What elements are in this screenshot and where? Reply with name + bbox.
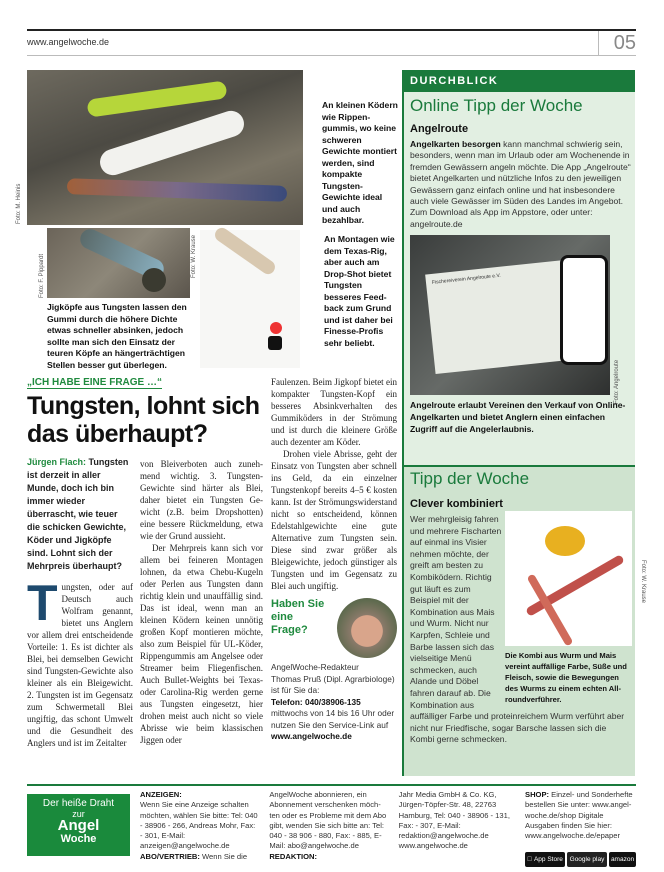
photo-caption-3: An Montagen wie dem Texas-Rig, aber auch am Drop-Shot bietet Tungsten besseres Feedback zum Grund und ist daher bei Finesse-Profis sehr beliebt. xyxy=(324,234,395,348)
editor-name: Thomas Pruß (Dipl. Agrarbiologe) ist für Sie da: xyxy=(271,673,395,695)
editor-role: AngelWoche-Redakteur xyxy=(271,662,359,672)
apple-icon xyxy=(527,856,532,863)
article-paragraph: ungsten, oder auf Deutsch auch Wolfram genannt, bietet uns Anglern vor allem drei entscheidende Vorteile: 1. Es ist dichter als Blei, bei demselben Gewicht sind Tungsten-Gewichte also kleiner als ein Bleigewicht. 2. Tungsten ist im Gegensatz zum Schwermetall Blei ungiftig, das schont Umwelt und die Gesundheit des Anglers und ist im Zeitalter xyxy=(27,582,133,748)
ticket-title: Fischereiverein Angelroute e.V. xyxy=(431,272,502,287)
footer-divider xyxy=(27,784,636,786)
article-paragraph: von Bleiverboten auch zunehmend wichtig. 3. Tungsten-Gewichte sind härter als Blei, daher bietet ein Tungsten Gewicht (z.B. beim Dropshotten) eine bessere Rückmeldung, etwa wie der Grund aussieht. xyxy=(140,459,263,541)
tipp-text-continued: auffälliger Farbe und proteinreichem Wurm verführt aber nicht nur Friedfische, sogar Barsche lassen sich die Kombi gerne schmecken. xyxy=(410,711,625,745)
intro-author: Jürgen Flach: xyxy=(27,457,87,467)
article-column-2 xyxy=(140,458,263,746)
worm-corn-photo xyxy=(505,511,632,646)
contact-hours: mittwochs von 14 bis 16 Uhr oder nutzen Sie den Service-Link auf xyxy=(271,708,395,730)
tipp-content xyxy=(410,469,632,746)
angelroute-photo xyxy=(410,235,610,395)
article-column-1 xyxy=(27,575,133,749)
tipp-subtitle: Clever kombiniert xyxy=(410,498,503,510)
online-tipp-title: Online Tipp der Woche xyxy=(410,96,583,115)
online-tipp xyxy=(410,96,632,435)
tipp-text: Wer mehrgleisig fahren und mehrere Fischarten auf einmal ins Visier nehmen möchte, der greift am besten zu Kombiködern. Richtig gut läuft es zum Beispiel mit der Kombination aus Mais und Wurm. Nicht nur Karpfen, Schleie und Barbe lassen sich das vielseitige Menü schmecken, auch Alande und Döbel fahren darauf ab. Die Kombination aus xyxy=(410,514,502,710)
article-paragraph: Drohen viele Abrisse, geht der Einsatz von Tungsten aber schnell ins Geld, da ein einzelner Tungstenkopf bereits 4–5 € kosten kann. Ist der Strömungswiderstand nicht so entscheidend, können Edelstahlgewichte eine gute Alternative zum Tungsten sein. Diese sind zwar größer als Bleigewichte, jedoch günstiger als Tungsten und im Gegensatz zu Blei auch ungiftig. xyxy=(271,449,397,591)
tipp-caption: Die Kombi aus Wurm und Mais vereint auffällige Farbe, Süße und Fleisch, sowie die Bewegungen des Wurms zu einem echten Allroundverführer. xyxy=(505,651,627,704)
logo-text: Der heiße Draht xyxy=(42,798,115,809)
tipp-figure xyxy=(505,511,632,705)
photo-credit-2: Foto: F. Pippardt xyxy=(39,253,45,298)
logo-brand: Angel xyxy=(57,817,100,834)
question-box-contact xyxy=(271,658,397,743)
phone-screen xyxy=(560,255,608,365)
page-number: 05 xyxy=(598,31,636,55)
texas-rig-photo xyxy=(200,230,300,368)
online-tipp-body: kann manchmal schwierig sein, besonders, wenn man im Urlaub oder am Wochenende in fremden Gewässern angeln möchte. Die App „Angelroute“ bietet Angelkarten und nützliche Infos zu den jeweiligen Gewässern ganz einfach online und hat insbesondere auch viele Gewässer im Süden des Landes im Angebot. Zum Download als App im Appstore, oder unter: angelroute.de xyxy=(410,139,631,229)
article-intro xyxy=(27,456,133,573)
article-paragraph: Faulenzen. Beim Jigkopf bietet ein kompakter Tungsten-Kopf ein besseres Absinkverhalten des Gummiköders in der Strömung und ist durch die kleinere Größe auch dezenter am Köder. xyxy=(271,377,397,447)
footer-shop xyxy=(525,790,636,841)
footer-imprint xyxy=(140,790,518,870)
amazon-badge[interactable] xyxy=(609,852,636,867)
tipp-title: Tipp der Woche xyxy=(410,469,530,488)
app-store-badge[interactable] xyxy=(525,852,565,867)
editor-phone: Telefon: 040/38906-135 xyxy=(271,696,361,707)
article-left-column xyxy=(27,456,133,749)
photo-credit-3: Foto: W. Krause xyxy=(191,234,197,278)
online-tipp-text xyxy=(410,139,632,230)
intro-question: Tungsten ist derzeit in aller Munde, doch ich bin immer wieder überrascht, wie teuer die schicken Gewichte, Köder und Jigköpfe sind. Lohnt sich der Mehrpreis überhaupt? xyxy=(27,457,129,571)
article-headline: Tungsten, lohnt sich das überhaupt? xyxy=(27,392,260,448)
photo-caption-2: Jigköpfe aus Tungsten lassen den Gummi durch die höhere Dichte etwas schneller absinken, jedoch sollte man sich den Einsatz der teuren Köpfe an hängerträchtigen Stellen besser gut überlegen. xyxy=(47,302,187,370)
online-tipp-lead: Angelkarten besorgen xyxy=(410,139,501,149)
anzeigen-label: ANZEIGEN: xyxy=(140,790,182,799)
question-box-title: Haben Sie eine Frage? xyxy=(271,598,325,636)
photo-caption-1: An kleinen Ködern wie Rippengummis, wo keine schweren Gewichte montiert werden, sind kompakte Tungsten-Gewichte ideal und auch bezahlbar. xyxy=(322,100,398,225)
article-column-3 xyxy=(271,376,397,743)
redaktion-text: Jahr Media GmbH & Co. KG, Jürgen-Töpfer-Str. 48, 22763 Hamburg, Tel: 040 - 38906 - 131, Fax: - 307, E-Mail: redaktion@angelwoche.de www.angelwoche.de xyxy=(398,790,510,851)
angelwoche-logo xyxy=(27,794,130,856)
photo-credit-tipp: Foto: W. Krause xyxy=(640,560,646,604)
logo-brand: Woche xyxy=(60,833,97,845)
article-paragraph: Der Mehrpreis kann sich vor allem bei feineren Montagen lohnen, da etwa Chebu-Kugeln oder Perlen aus Tungsten dann richtig klein und unauffällig sind. Das ist ideal, wenn man an kleinen Ködern keinen unnötig großen Kopf montieren möchte, also zum Beispiel für UL-Köder, Rippengummis am Angelsee oder Streamer beim Fliegenfischen. Auch Bullet-Weights bei Texas- oder Carolina-Rig werden gerne aus Tungsten eingesetzt, hier drohen meist auch nicht so viele Abrisse wie beim klassischen Jiggen oder xyxy=(140,543,263,745)
anzeigen-text: Wenn Sie eine Anzeige schalten möchten, wählen Sie bitte: Tel: 040 - 38906 - 266, Andreas Mohr, Fax: - 301, E-Mail: anzeigen@angelwoche.de xyxy=(140,800,258,851)
badge-label: App Store xyxy=(531,856,561,863)
shop-text[interactable]: Einzel- und Sonderhefte bestellen Sie unter: www.angelwoche.de/shop Digitale Ausgaben finden Sie hier: www.angelwoche.de/epaper xyxy=(525,790,633,841)
abo-text[interactable]: Wenn Sie die AngelWoche abonnieren, ein Abonnement verschenken möchten oder es Probleme mit dem Abo gibt, wenden Sie sich bitte an: Tel: 040 - 38 906 - 880, Fax: - 885, E-Mail: abo@angelwoche.de xyxy=(199,790,387,861)
photo-credit-1: Foto: M. Heinis xyxy=(16,183,22,224)
badge-label: amazon xyxy=(610,856,635,863)
badge-label: Google play xyxy=(569,856,605,863)
article-kicker: „ICH HABE EINE FRAGE …“ xyxy=(27,377,163,388)
question-box xyxy=(271,598,397,743)
header-rule xyxy=(27,29,636,31)
online-tipp-subtitle: Angelroute xyxy=(410,123,469,135)
drop-cap: T xyxy=(27,575,58,631)
angelroute-caption: Angelroute erlaubt Vereinen den Verkauf von Online-Angelkarten und bietet Anglern einen einfachen Zugriff auf die Angelerlaubnis. xyxy=(410,400,626,435)
header-url: www.angelwoche.de xyxy=(27,37,110,47)
logo-text: zur xyxy=(72,809,85,819)
photo-credit-angelroute: Foto: Angelroute xyxy=(614,359,620,404)
fishing-ticket xyxy=(425,260,575,374)
abo-label: ABO/VERTRIEB: xyxy=(140,851,200,861)
section-header: DURCHBLICK xyxy=(402,70,635,92)
header-divider xyxy=(27,55,636,56)
lures-photo xyxy=(27,70,303,225)
article-column-3-text xyxy=(271,376,397,592)
google-play-badge[interactable] xyxy=(567,852,607,867)
jighead-photo xyxy=(47,228,190,298)
editor-avatar xyxy=(337,598,397,658)
service-link[interactable]: www.angelwoche.de xyxy=(271,731,352,741)
shop-label: SHOP: xyxy=(525,790,550,799)
redaktion-label: REDAKTION: xyxy=(269,851,317,861)
